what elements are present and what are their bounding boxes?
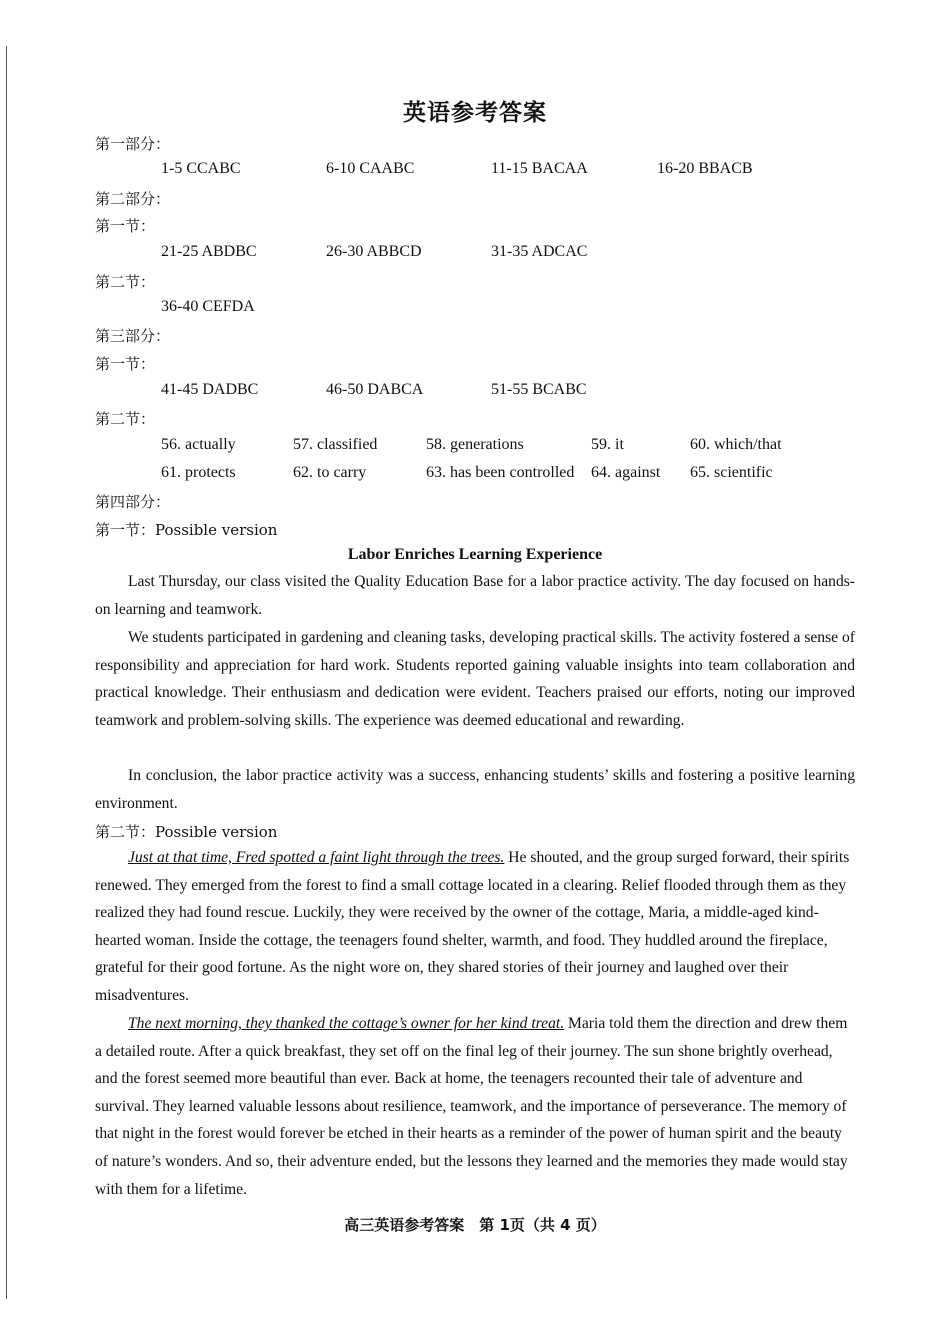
binding-margin-line — [6, 46, 7, 1299]
part2-heading: 第二部分： — [95, 190, 171, 208]
fill-answer: 60. which/that — [690, 436, 782, 453]
answer-group: 11-15 BACAA — [491, 160, 588, 177]
fill-answer: 58. generations — [426, 436, 524, 453]
paragraph-body: He shouted, and the group surged forward, their spirits renewed. They emerged from the forest to find a small cottage located in a clearing. Relief flooded through them as they realized they had found rescue. Luckily, they were received by the owner of the cottage, Maria, a middle-aged kind-hearted woman. Inside the cottage, the teenagers found shelter, warmth, and food. They huddled around the fireplace, grateful for their good fortune. As the night wore on, they shared stories of their journey and laughed over their misadventures. — [95, 849, 850, 1004]
fill-answer: 62. to carry — [293, 464, 367, 481]
answer-group: 26-30 ABBCD — [326, 243, 422, 260]
essay-paragraph: We students participated in gardening and cleaning tasks, developing practical skills. The activity fostered a sense of responsibility and appreciation for hard work. Students reported gaining valuable insights into team collaboration and practical knowledge. Their enthusiasm and dedication were evident. Teachers praised our efforts, noting our improved teamwork and problem-solving skills. The experience was deemed educational and rewarding. — [95, 629, 855, 729]
fill-answer: 57. classified — [293, 436, 378, 453]
part2-section2-heading: 第二节： — [95, 273, 156, 291]
essay-title: Labor Enriches Learning Experience — [347, 546, 603, 563]
continuation-paragraph — [95, 1010, 855, 1203]
answer-group: 1-5 CCABC — [161, 160, 241, 177]
answer-group: 6-10 CAABC — [326, 160, 415, 177]
answer-group: 36-40 CEFDA — [161, 298, 255, 315]
part4-section2-heading: 第二节：Possible version — [95, 823, 278, 841]
part4-heading: 第四部分： — [95, 493, 171, 511]
fill-answer: 63. has been controlled — [426, 464, 575, 481]
answer-group: 46-50 DABCA — [326, 381, 424, 398]
given-opening-sentence: The next morning, they thanked the cottage’s owner for her kind treat. — [128, 1015, 565, 1032]
fill-answer: 59. it — [591, 436, 624, 453]
page-title: 英语参考答案 — [403, 100, 547, 126]
part2-section1-heading: 第一节： — [95, 217, 156, 235]
fill-answer: 61. protects — [161, 464, 236, 481]
paragraph-body: Maria told them the direction and drew them a detailed route. After a quick breakfast, they set off on the final leg of their journey. The sun shone brightly overhead, and the forest seemed more beautiful than ever. Back at home, the teenagers recounted their tale of adventure and survival. They learned valuable lessons about resilience, teamwork, and the importance of perseverance. The memory of that night in the forest would forever be etched in their hearts as a reminder of the power of human spirit and the beauty of nature’s wonders. And so, their adventure ended, but the lessons they learned and the memories they made would stay with them for a lifetime. — [95, 1015, 848, 1198]
part4-section1-heading: 第一节：Possible version — [95, 521, 278, 539]
continuation-paragraph — [95, 844, 855, 1010]
answer-group: 16-20 BBACB — [657, 160, 753, 177]
answer-group: 31-35 ADCAC — [491, 243, 588, 260]
fill-answer: 65. scientific — [690, 464, 773, 481]
essay-paragraph: Last Thursday, our class visited the Quality Education Base for a labor practice activity. The day focused on hands-on learning and teamwork. — [95, 573, 855, 618]
answer-group: 41-45 DADBC — [161, 381, 259, 398]
given-opening-sentence: Just at that time, Fred spotted a faint light through the trees. — [128, 849, 505, 866]
answer-group: 21-25 ABDBC — [161, 243, 257, 260]
part1-heading: 第一部分： — [95, 135, 171, 153]
fill-answer: 64. against — [591, 464, 661, 481]
part3-heading: 第三部分： — [95, 327, 171, 345]
answer-group: 51-55 BCABC — [491, 381, 587, 398]
part3-section1-heading: 第一节： — [95, 355, 156, 373]
part3-section2-heading: 第二节： — [95, 410, 156, 428]
essay-paragraph: In conclusion, the labor practice activity was a success, enhancing students’ skills and fostering a positive learning environment. — [95, 767, 855, 812]
page-footer: 高三英语参考答案 第 1页（共 4 页） — [344, 1216, 606, 1234]
fill-answer: 56. actually — [161, 436, 236, 453]
